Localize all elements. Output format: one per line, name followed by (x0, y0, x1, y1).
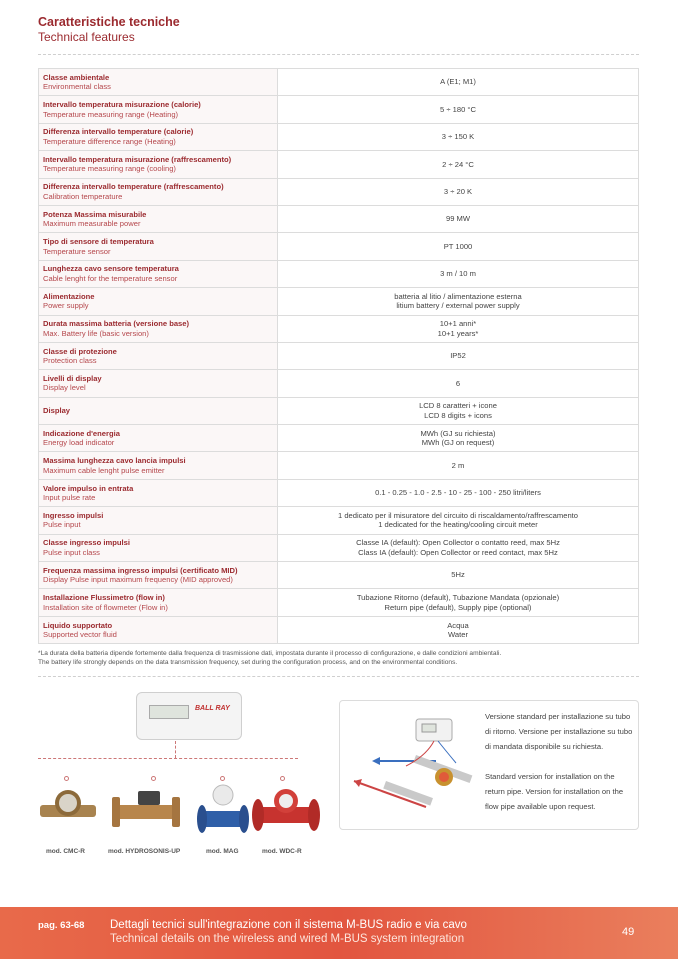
heat-meter-image (136, 692, 242, 740)
spec-label-en: Display level (43, 383, 86, 393)
spec-value (278, 233, 639, 260)
spec-value-line: 3 ÷ 20 K (443, 187, 473, 196)
model-label-mag: mod. MAG (206, 848, 239, 855)
spec-label-it: Installazione Flussimetro (flow in) (43, 593, 165, 603)
spec-label-it: Ingresso impulsi (43, 510, 104, 520)
page-title: Caratteristiche tecniche (38, 15, 180, 29)
spec-label-it: Lunghezza cavo sensore temperatura (43, 264, 179, 274)
spec-value-line: 99 MW (445, 214, 471, 224)
spec-row (39, 205, 639, 232)
spec-label-it: Classe di protezione (43, 346, 117, 356)
spec-row (39, 342, 639, 369)
spec-value (278, 342, 639, 369)
spec-label-en: Supported vector fluid (43, 630, 117, 639)
spec-row (39, 589, 639, 616)
spec-label (39, 233, 278, 260)
spec-label (39, 616, 278, 643)
spec-label (39, 260, 278, 287)
spec-label-it: Potenza Massima misurabile (43, 209, 147, 219)
divider (38, 54, 639, 55)
brand-logo: BALL RAY (195, 705, 230, 712)
spec-label (39, 342, 278, 369)
spec-row (39, 507, 639, 534)
spec-label-it: Classe ingresso impulsi (43, 538, 130, 548)
page-reference: pag. 63-68 (38, 920, 85, 931)
spec-label-it: Intervallo temperatura misurazione (raffrescamento) (43, 154, 232, 164)
page-subtitle: Technical features (38, 30, 135, 44)
spec-row (39, 397, 639, 424)
spec-label-it: Valore impulso in entrata (43, 483, 134, 493)
spec-row (39, 178, 639, 205)
mag-meter-icon (197, 785, 249, 833)
connector-dot (64, 776, 69, 781)
spec-value (278, 205, 639, 232)
spec-row (39, 233, 639, 260)
spec-label-en: Maximum measurable power (43, 219, 141, 229)
spec-label-en: Environmental class (43, 82, 111, 92)
spec-label (39, 425, 278, 452)
spec-label (39, 315, 278, 342)
spec-value-line: MWh (GJ su richiesta) (420, 428, 496, 438)
spec-value (278, 562, 639, 589)
product-family-illustration (30, 688, 330, 868)
spec-value (278, 96, 639, 123)
spec-value (278, 507, 639, 534)
spec-label-it: Livelli di display (43, 373, 102, 383)
spec-row (39, 616, 639, 643)
spec-value (278, 425, 639, 452)
spec-label-it: Intervallo temperatura misurazione (calorie) (43, 100, 201, 110)
spec-row (39, 123, 639, 150)
footnote-it: *La durata della batteria dipende fortemente dalla frequenza di trasmissione dati, impostata durante il processo di configurazione, e dalle condizioni ambientali. (38, 650, 502, 657)
spec-label-it: Classe ambientale (43, 72, 110, 82)
spec-value (278, 479, 639, 506)
spec-value (278, 589, 639, 616)
spec-label-en: Calibration temperature (43, 191, 123, 201)
spec-label-en: Temperature measuring range (cooling) (43, 164, 176, 174)
spec-value (278, 315, 639, 342)
spec-value-line: Classe IA (default): Open Collector o contatto reed, max 5Hz (356, 538, 560, 548)
spec-label (39, 151, 278, 178)
lcd-display (149, 705, 189, 719)
spec-label-en: Protection class (43, 356, 97, 366)
spec-value-line: batteria al litio / alimentazione esterna (394, 291, 522, 301)
spec-value (278, 397, 639, 424)
page-footer (0, 907, 678, 959)
spec-row (39, 260, 639, 287)
spec-label (39, 534, 278, 561)
spec-label (39, 370, 278, 397)
spec-value (278, 151, 639, 178)
spec-label (39, 452, 278, 479)
spec-value-line: Return pipe (default), Supply pipe (optional) (384, 602, 532, 612)
spec-value-line: Class IA (default): Open Collector or reed contact, max 5Hz (358, 547, 558, 557)
connector-line (38, 758, 298, 759)
spec-label-it: Massima lunghezza cavo lancia impulsi (43, 456, 186, 466)
spec-row (39, 315, 639, 342)
connector-dot (280, 776, 285, 781)
spec-value-line: A (E1; M1) (440, 77, 476, 87)
installation-diagram (346, 711, 486, 821)
spec-value (278, 534, 639, 561)
spec-value-line: LCD 8 caratteri + icone (419, 401, 497, 411)
spec-row (39, 479, 639, 506)
spec-label-en: Display Pulse input maximum frequency (MID approved) (43, 575, 233, 585)
spec-value-line: PT 1000 (443, 241, 473, 251)
spec-value-line: 2 m (451, 460, 465, 470)
spec-value-line: 10+1 anni* (439, 319, 477, 329)
spec-label-en: Pulse input (43, 520, 81, 530)
spec-value (278, 370, 639, 397)
spec-label-en: Power supply (43, 301, 89, 311)
spec-label-en: Cable lenght for the temperature sensor (43, 273, 178, 283)
footer-title-it: Dettagli tecnici sull'integrazione con il sistema M-BUS radio e via cavo (110, 919, 467, 931)
spec-label-en: Max. Battery life (basic version) (43, 328, 149, 338)
spec-value-line: MWh (GJ on request) (421, 438, 495, 448)
footer-title-en: Technical details on the wireless and wired M-BUS system integration (110, 933, 465, 945)
hydrosonis-up-meter-icon (112, 791, 180, 827)
spec-label-it: Differenza intervallo temperature (calorie) (43, 127, 194, 137)
spec-value-line: 2 ÷ 24 °C (442, 159, 474, 169)
divider (38, 676, 639, 677)
spec-value-line: 0.1 - 0.25 - 1.0 - 2.5 - 10 - 25 - 100 - 250 litri/liters (375, 488, 541, 498)
spec-label-en: Energy load indicator (43, 438, 115, 448)
spec-label (39, 69, 278, 96)
spec-value (278, 123, 639, 150)
spec-value (278, 616, 639, 643)
spec-label-it: Frequenza massima ingresso impulsi (certificato MID) (43, 565, 238, 575)
blue-arrow-head (372, 757, 380, 765)
spec-value-line: LCD 8 digits + icons (424, 410, 492, 420)
spec-label (39, 507, 278, 534)
spec-label-en: Pulse input class (43, 547, 100, 557)
spec-row (39, 452, 639, 479)
connector-dot (151, 776, 156, 781)
spec-label-en: Installation site of flowmeter (Flow in) (43, 602, 168, 612)
spec-value (278, 452, 639, 479)
wdc-r-meter-icon (252, 789, 320, 831)
spec-label-it: Differenza intervallo temperature (raffrescamento) (43, 182, 224, 192)
connector-line (175, 741, 176, 758)
spec-value (278, 288, 639, 315)
spec-value-line: Tubazione Ritorno (default), Tubazione Mandata (opzionale) (356, 593, 560, 603)
installation-box (339, 700, 639, 830)
spec-row (39, 288, 639, 315)
spec-label-it: Liquido supportato (43, 620, 113, 630)
spec-label-en: Temperature measuring range (Heating) (43, 109, 179, 119)
spec-label-en: Input pulse rate (43, 493, 96, 503)
spec-label (39, 96, 278, 123)
spec-row (39, 151, 639, 178)
model-label-hydrosonis-up: mod. HYDROSONIS-UP (108, 848, 181, 855)
page-number: 49 (622, 926, 635, 938)
connector-dot (220, 776, 225, 781)
spec-label-en: Temperature difference range (Heating) (43, 136, 176, 146)
spec-label (39, 178, 278, 205)
spec-value-line: litium battery / external power supply (396, 301, 520, 311)
spec-value-line: 10+1 years* (437, 328, 479, 338)
spec-row (39, 562, 639, 589)
spec-value (278, 69, 639, 96)
spec-row (39, 69, 639, 96)
spec-label-it: Indicazione d'energia (43, 428, 120, 438)
installation-text (485, 709, 635, 814)
spec-label (39, 397, 278, 424)
page-header (38, 15, 180, 45)
spec-value-line: 3 m / 10 m (440, 269, 476, 279)
cmc-r-meter-icon (40, 790, 96, 817)
installation-text-en: Standard version for installation on the return pipe. Version for installation on the flow pipe available upon request. (485, 772, 624, 811)
spec-label (39, 288, 278, 315)
spec-value-line: 5 ÷ 180 °C (440, 104, 476, 114)
spec-value-line: 5Hz (451, 570, 465, 580)
spec-value-line: Water (448, 630, 468, 639)
spec-value-line: 6 (455, 378, 461, 388)
spec-value-line: IP52 (450, 351, 466, 361)
spec-row (39, 425, 639, 452)
spec-label-en: Maximum cable lenght pulse emitter (43, 465, 165, 475)
spec-label-en: Temperature sensor (43, 246, 111, 256)
spec-table (38, 68, 639, 644)
spec-label (39, 562, 278, 589)
footnote-en: The battery life strongly depends on the data transmission frequency, set during the configuration process, and on the environmental conditions. (38, 658, 458, 666)
spec-value-line: Acqua (447, 620, 469, 630)
spec-label (39, 123, 278, 150)
model-label-wdc-r: mod. WDC-R (262, 848, 302, 855)
spec-value-line: 3 ÷ 150 K (441, 132, 475, 142)
footnote (38, 650, 639, 667)
spec-label (39, 589, 278, 616)
spec-value (278, 260, 639, 287)
spec-value-line: 1 dedicato per il misuratore del circuito di riscaldamento/raffrescamento (337, 510, 579, 520)
spec-row (39, 96, 639, 123)
spec-label (39, 479, 278, 506)
spec-label (39, 205, 278, 232)
spec-label-it: Durata massima batteria (versione base) (43, 319, 190, 329)
spec-value (278, 178, 639, 205)
model-label-cmc-r: mod. CMC-R (46, 848, 85, 855)
spec-label-it: Alimentazione (43, 291, 95, 301)
spec-label-it: Tipo di sensore di temperatura (43, 237, 154, 247)
spec-label-it: Display (43, 406, 71, 416)
installation-text-it: Versione standard per installazione su tubo di ritorno. Versione per installazione su tubo di mandata disponibile su richiesta. (485, 712, 633, 751)
spec-row (39, 534, 639, 561)
spec-value-line: 1 dedicated for the heating/cooling circuit meter (378, 520, 538, 530)
spec-row (39, 370, 639, 397)
